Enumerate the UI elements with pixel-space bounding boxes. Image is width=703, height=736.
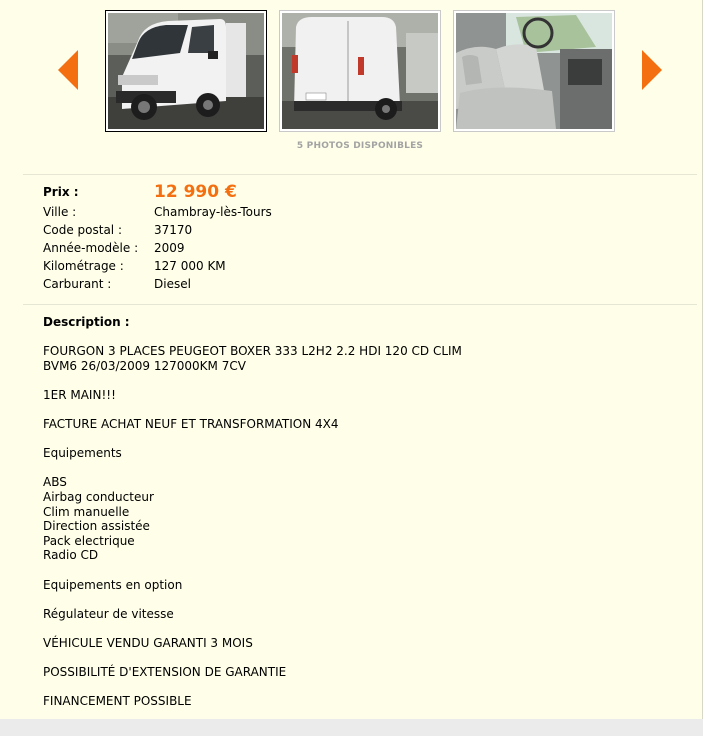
thumbnail-van-front[interactable] xyxy=(105,10,267,132)
description-title: Description : xyxy=(43,315,130,329)
van-interior-photo xyxy=(456,13,612,129)
description-financing: FINANCEMENT POSSIBLE xyxy=(43,694,192,709)
van-rear-photo xyxy=(282,13,438,129)
previous-photo-arrow-icon[interactable] xyxy=(58,50,78,90)
separator-middle xyxy=(23,304,697,305)
postal-code-value: 37170 xyxy=(154,223,193,237)
equipment-item: Direction assistée xyxy=(43,519,150,534)
description-model-paragraph xyxy=(43,344,683,373)
description-equipment-list xyxy=(43,475,683,563)
description-warranty-extension: POSSIBILITÉ D'EXTENSION DE GARANTIE xyxy=(43,665,287,680)
next-photo-arrow-icon[interactable] xyxy=(642,50,662,90)
photos-count-label: 5 PHOTOS DISPONIBLES xyxy=(296,141,424,151)
equipment-item: Airbag conducteur xyxy=(43,489,154,504)
description-body xyxy=(43,344,683,723)
van-front-photo xyxy=(108,13,264,129)
thumbnail-van-rear[interactable] xyxy=(279,10,441,132)
equipment-item: Pack electrique xyxy=(43,533,135,548)
description-equipment-title: Equipements xyxy=(43,446,122,461)
description-first-hand: 1ER MAIN!!! xyxy=(43,387,116,402)
mileage-value: 127 000 KM xyxy=(154,259,226,273)
fuel-label: Carburant : xyxy=(43,277,112,291)
price-value: 12 990 € xyxy=(154,182,237,202)
description-options: Régulateur de vitesse xyxy=(43,606,174,621)
equipment-item: ABS xyxy=(43,475,67,490)
price-label: Prix : xyxy=(43,185,79,199)
model-year-label: Année-modèle : xyxy=(43,241,139,255)
description-invoice: FACTURE ACHAT NEUF ET TRANSFORMATION 4X4 xyxy=(43,416,339,431)
mileage-label: Kilométrage : xyxy=(43,259,124,273)
fuel-value: Diesel xyxy=(154,277,191,291)
city-value: Chambray-lès-Tours xyxy=(154,205,272,219)
equipment-item: Radio CD xyxy=(43,548,99,563)
description-options-title: Equipements en option xyxy=(43,577,183,592)
separator-top xyxy=(23,174,697,175)
equipment-item: Clim manuelle xyxy=(43,504,130,519)
description-model-line-1: FOURGON 3 PLACES PEUGEOT BOXER 333 L2H2 2.2 HDI 120 CD CLIM xyxy=(43,344,462,358)
city-label: Ville : xyxy=(43,205,77,219)
postal-code-label: Code postal : xyxy=(43,223,122,237)
model-year-value: 2009 xyxy=(154,241,185,255)
thumbnail-van-interior[interactable] xyxy=(453,10,615,132)
description-model-line-2: BVM6 26/03/2009 127000KM 7CV xyxy=(43,358,246,373)
description-warranty: VÉHICULE VENDU GARANTI 3 MOIS xyxy=(43,635,253,650)
